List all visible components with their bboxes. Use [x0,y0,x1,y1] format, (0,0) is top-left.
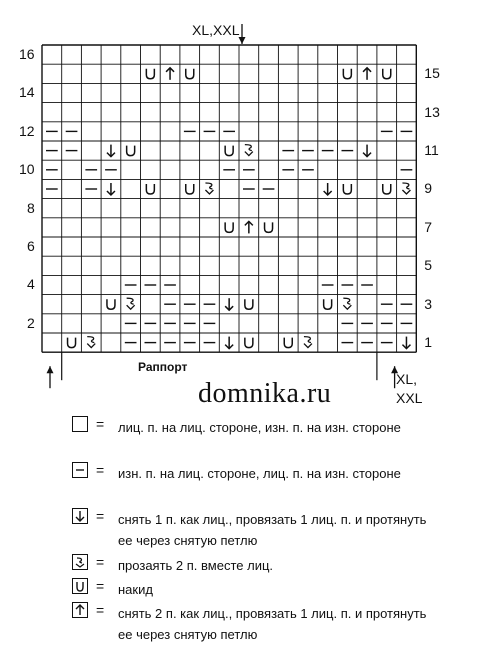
legend-equals: = [96,416,105,432]
yo-mark [127,146,135,156]
k2tog-mark-head [87,344,95,348]
k2tog-mark [304,337,311,343]
row-number-left: 6 [27,238,35,254]
row-number-left: 12 [19,122,35,139]
row-number-left: 4 [27,276,35,293]
yo-mark [107,299,115,309]
row-number-right: 1 [424,334,433,350]
legend-equals: = [96,554,105,570]
size-bottom-text: XL, XXL [396,371,423,406]
row-number-right: 13 [424,103,440,120]
size-top-label: XL,XXL [192,22,240,38]
legend-equals: = [96,508,105,524]
legend-text-yo: накид [118,582,153,597]
k2tog-mark-head [245,152,253,156]
yo-mark [146,184,154,194]
row-number-left: 2 [27,314,35,331]
legend-text-ssk: снять 1 п. как лиц., провязать 1 лиц. п. и протянуть ее через снятую петлю [118,512,427,548]
legend-text-sk2p: снять 2 п. как лиц., провязать 1 лиц. п. и протянуть ее через снятую петлю [118,606,427,642]
k2tog-mark [127,298,134,304]
k2tog-mark [343,298,350,304]
row-number-left: 14 [19,84,35,101]
yo-mark [225,146,233,156]
k2tog-mark-head [205,190,213,194]
k2tog-mark [402,183,409,189]
rapport-label: Раппорт [138,360,188,374]
row-number-right: 9 [424,180,433,197]
k2tog-mark-head [402,190,410,194]
row-number-left: 8 [27,199,35,216]
yo-mark [383,69,391,79]
row-number-right: 11 [424,142,439,158]
k2tog-mark [87,337,94,343]
row-number-left: 16 [19,46,35,62]
yo-mark [186,69,194,79]
k2tog-mark-head [343,305,351,309]
yo-mark [343,69,351,79]
sk2p-symbol-icon [72,602,88,618]
k2tog-mark-head [127,305,135,309]
size-bottom-label [396,370,422,408]
row-number-left: 10 [19,161,35,178]
purl-symbol-icon [72,462,88,478]
yo-mark [324,299,332,309]
k2tog-mark [205,183,212,189]
k2tog-symbol-icon [72,554,88,570]
yo-mark [245,299,253,309]
row-number-right: 15 [424,65,440,82]
row-number-right: 7 [424,218,433,235]
yo-mark [68,338,76,348]
row-number-right: 5 [424,257,433,274]
k2tog-mark [245,145,252,151]
legend-equals: = [96,462,105,478]
left-start-arrow-icon-head [47,366,54,373]
yo-mark [245,338,253,348]
row-number-right: 3 [424,295,433,312]
legend-equals: = [96,602,105,618]
legend-equals: = [96,578,105,594]
yo-symbol-icon [72,578,88,594]
yo-mark [146,69,154,79]
yo-mark [265,222,273,232]
yo-mark [225,222,233,232]
yo-mark [343,184,351,194]
yo-mark [383,184,391,194]
top-size-arrow-icon-head [239,37,246,44]
legend-text-purl: изн. п. на лиц. стороне, лиц. п. на изн. стороне [118,466,401,481]
ssk-symbol-icon [72,508,88,524]
yo-mark [186,184,194,194]
knit-symbol-icon [72,416,88,432]
watermark: domnika.ru [198,378,332,409]
k2tog-mark-head [304,344,312,348]
yo-mark [284,338,292,348]
legend-text-k2tog: прозаять 2 п. вместе лиц. [118,558,274,573]
legend-text-knit: лиц. п. на лиц. стороне, изн. п. на изн. стороне [118,420,401,435]
